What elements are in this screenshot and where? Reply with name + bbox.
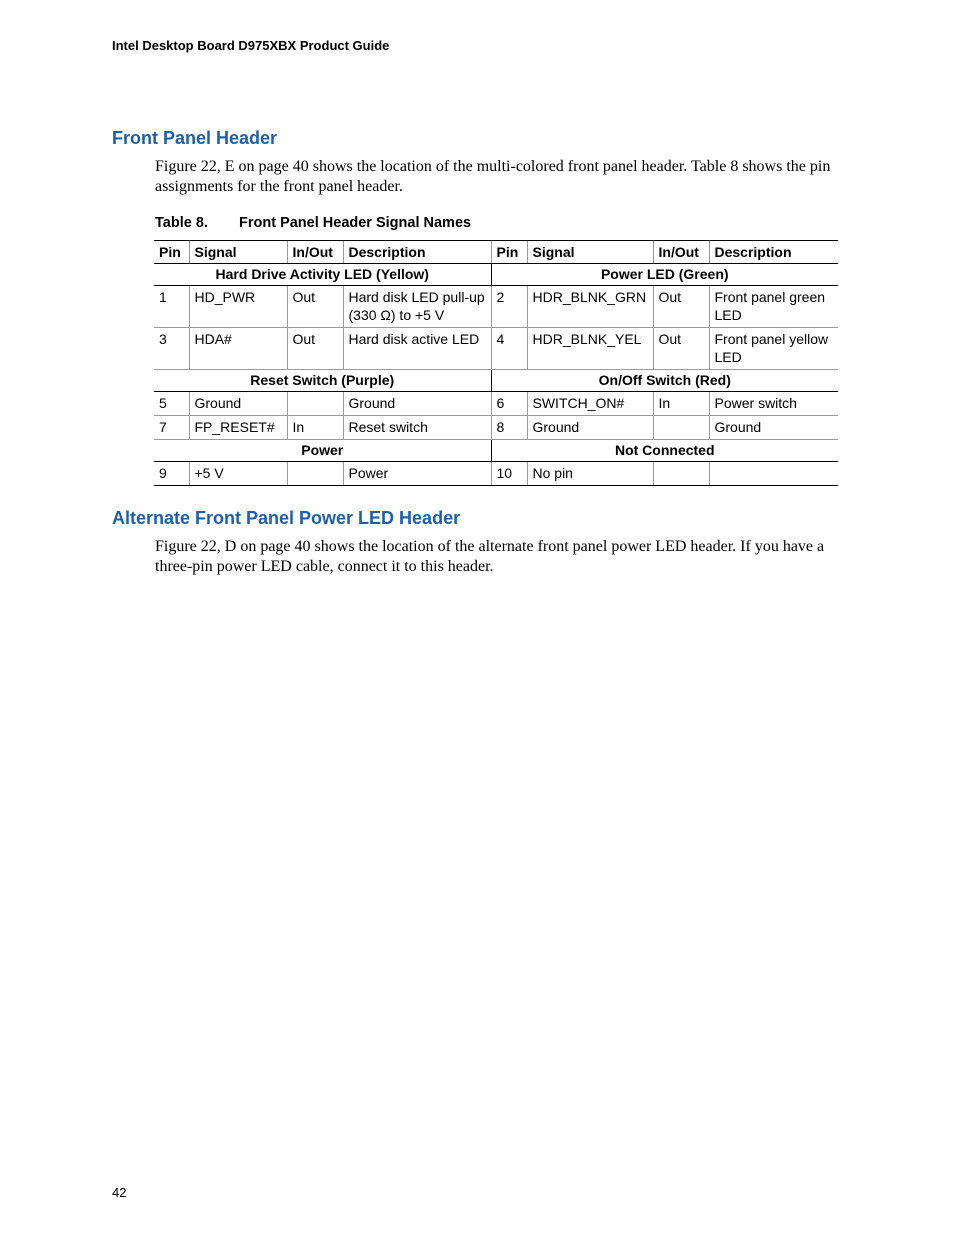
table-cell: Hard disk active LED: [343, 328, 491, 370]
running-header: Intel Desktop Board D975XBX Product Guide: [112, 38, 390, 53]
table-row: [154, 416, 838, 440]
group-title-row: [154, 440, 838, 462]
table-cell: 5: [154, 392, 189, 416]
column-header: In/Out: [287, 241, 343, 264]
group-title-row: [154, 370, 838, 392]
table-cell: +5 V: [189, 462, 287, 486]
table-cell: 7: [154, 416, 189, 440]
table-cell: SWITCH_ON#: [527, 392, 653, 416]
table-cell: Out: [287, 286, 343, 328]
table-cell: Front panel yellow LED: [709, 328, 838, 370]
column-header: Description: [343, 241, 491, 264]
front-panel-paragraph: Figure 22, E on page 40 shows the location of the multi-colored front panel header. Table 8 shows the pin assignments for the front panel header.: [155, 158, 831, 195]
column-header: In/Out: [653, 241, 709, 264]
table-cell: In: [287, 416, 343, 440]
table-row: [154, 462, 838, 486]
group-title-right: Power LED (Green): [491, 264, 838, 286]
table-cell: 9: [154, 462, 189, 486]
table-cell: Out: [287, 328, 343, 370]
group-title-left: Hard Drive Activity LED (Yellow): [154, 264, 491, 286]
column-header: Signal: [189, 241, 287, 264]
column-header: Pin: [154, 241, 189, 264]
table-cell: 4: [491, 328, 527, 370]
group-title-right: On/Off Switch (Red): [491, 370, 838, 392]
table-cell: Out: [653, 328, 709, 370]
group-title-left: Power: [154, 440, 491, 462]
group-title-left: Reset Switch (Purple): [154, 370, 491, 392]
table-cell: [287, 462, 343, 486]
table-cell: 8: [491, 416, 527, 440]
table-cell: FP_RESET#: [189, 416, 287, 440]
section-heading-front-panel: Front Panel Header: [112, 128, 278, 148]
table-cell: 1: [154, 286, 189, 328]
table-cell: Front panel green LED: [709, 286, 838, 328]
table-row: [154, 286, 838, 328]
table-cell: 10: [491, 462, 527, 486]
table-cell: In: [653, 392, 709, 416]
table-cell: Ground: [527, 416, 653, 440]
section-heading-alt-power-led: Alternate Front Panel Power LED Header: [112, 508, 461, 528]
group-title-row: [154, 264, 838, 286]
table-cell: HDR_BLNK_GRN: [527, 286, 653, 328]
table-cell: [653, 416, 709, 440]
page-number: 42: [112, 1185, 127, 1200]
table-cell: Ground: [709, 416, 838, 440]
front-panel-signal-table: [154, 240, 838, 486]
table-caption-title: Front Panel Header Signal Names: [239, 215, 472, 231]
column-header: Description: [709, 241, 838, 264]
table-cell: Power switch: [709, 392, 838, 416]
table-cell: Reset switch: [343, 416, 491, 440]
table-cell: Hard disk LED pull-up (330 Ω) to +5 V: [343, 286, 491, 328]
table-cell: [287, 392, 343, 416]
table-cell: 3: [154, 328, 189, 370]
group-title-right: Not Connected: [491, 440, 838, 462]
table-cell: HDR_BLNK_YEL: [527, 328, 653, 370]
table-cell: Ground: [189, 392, 287, 416]
alt-power-led-paragraph: Figure 22, D on page 40 shows the location of the alternate front panel power LED header. If you have a three-pin power LED cable, connect it to this header.: [155, 538, 825, 575]
table-cell: HDA#: [189, 328, 287, 370]
table-cell: 6: [491, 392, 527, 416]
table-row: [154, 392, 838, 416]
table-cell: 2: [491, 286, 527, 328]
table-caption: [155, 215, 471, 231]
table-header-row: [154, 241, 838, 264]
table-cell: [653, 462, 709, 486]
table-cell: HD_PWR: [189, 286, 287, 328]
table-cell: No pin: [527, 462, 653, 486]
table-cell: [709, 462, 838, 486]
table-cell: Out: [653, 286, 709, 328]
column-header: Pin: [491, 241, 527, 264]
column-header: Signal: [527, 241, 653, 264]
table-row: [154, 328, 838, 370]
table-cell: Ground: [343, 392, 491, 416]
table-caption-number: Table 8.: [155, 215, 208, 231]
table-cell: Power: [343, 462, 491, 486]
